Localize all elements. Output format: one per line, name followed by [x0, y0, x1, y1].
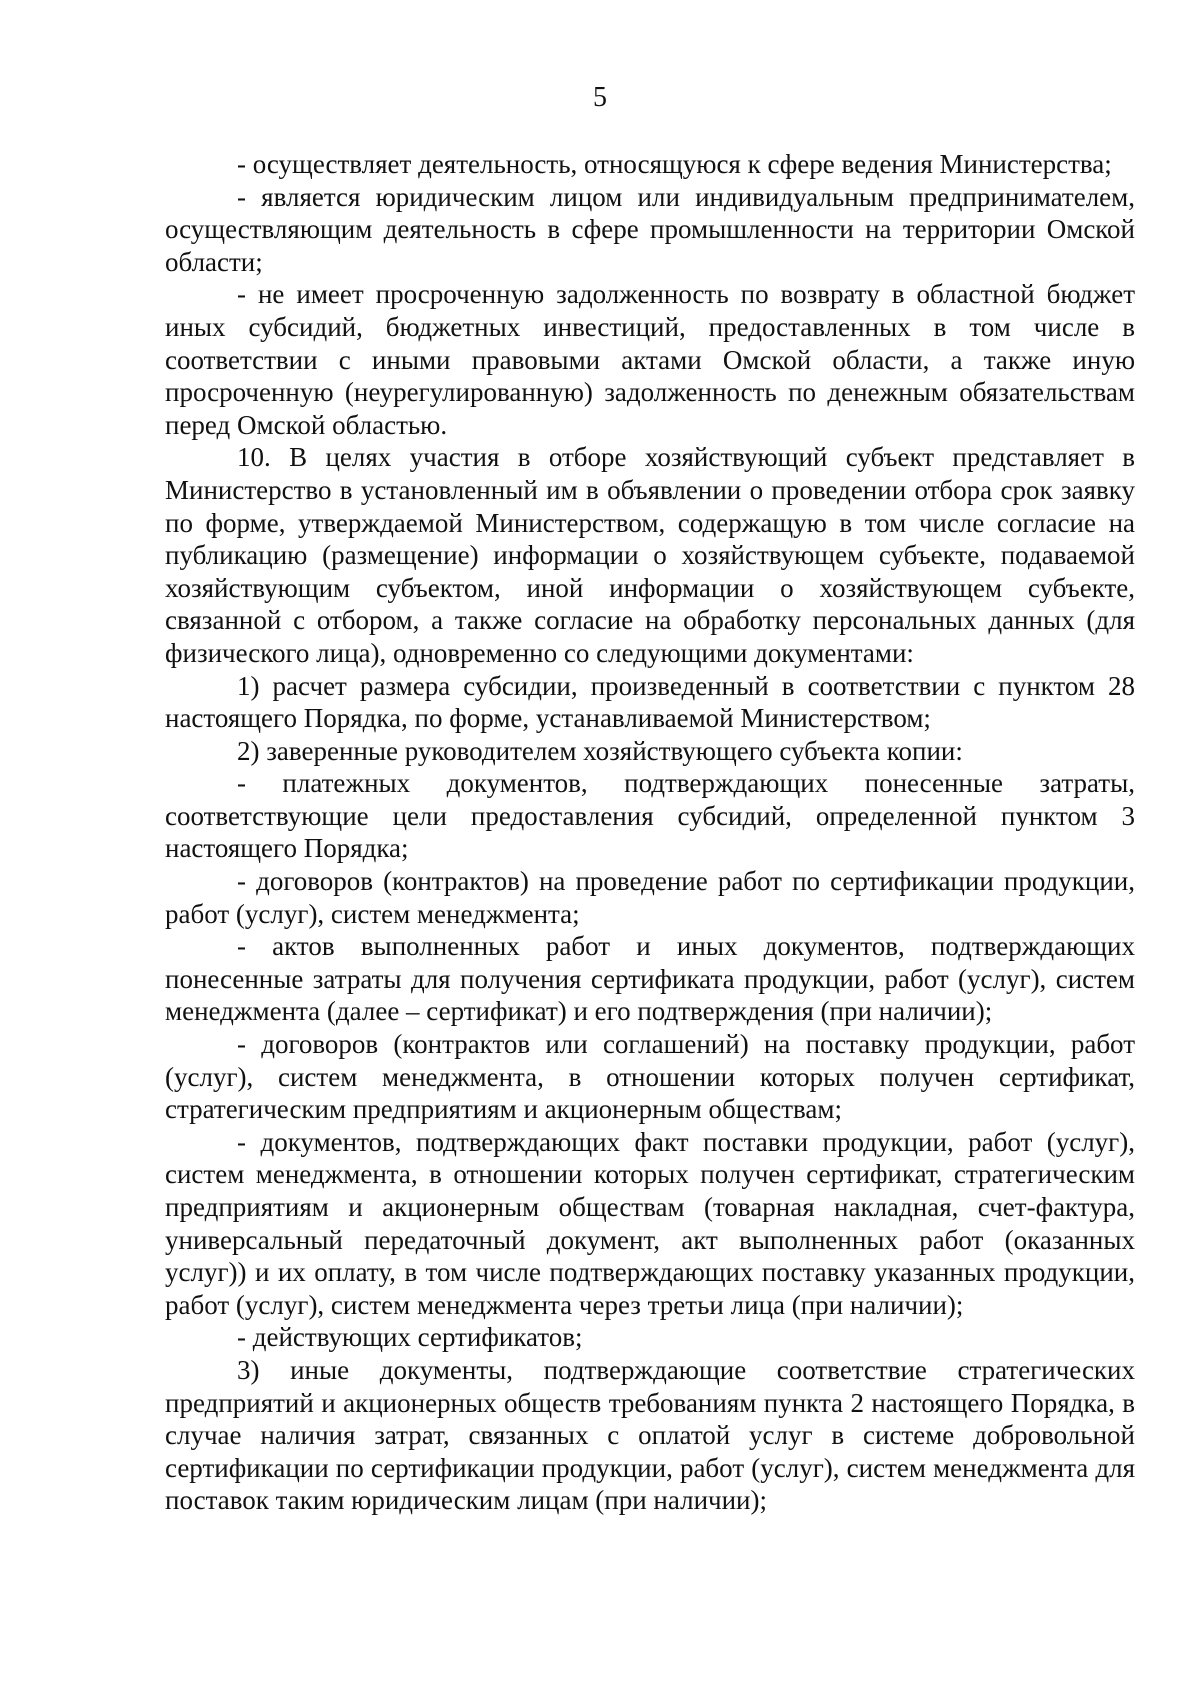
- paragraph: - платежных документов, подтверждающих понесенные затраты, соответствующие цели предоставления субсидий, определенной пунктом 3 настоящего Порядка;: [165, 768, 1135, 864]
- paragraph: 1) расчет размера субсидии, произведенный в соответствии с пунктом 28 настоящего Порядка, по форме, устанавливаемой Министерством;: [165, 670, 1135, 734]
- paragraph: - актов выполненных работ и иных документов, подтверждающих понесенные затраты для получения сертификата продукции, работ (услуг), систем менеджмента (далее – сертификат) и его подтверждения (при наличии);: [165, 931, 1135, 1027]
- paragraph: - не имеет просроченную задолженность по возврату в областной бюджет иных субсидий, бюджетных инвестиций, предоставленных в том числе в соответствии с иными правовыми актами Омской области, а также иную просроченную (неурегулированную) задолженность по денежным обязательствам перед Омской областью.: [165, 279, 1135, 440]
- paragraph: - является юридическим лицом или индивидуальным предпринимателем, осуществляющим деятельность в сфере промышленности на территории Омской области;: [165, 181, 1135, 277]
- paragraph: - действующих сертификатов;: [237, 1322, 583, 1353]
- paragraph: 2) заверенные руководителем хозяйствующего субъекта копии:: [237, 735, 963, 766]
- paragraph: - договоров (контрактов) на проведение работ по сертификации продукции, работ (услуг), систем менеджмента;: [165, 866, 1135, 929]
- paragraph: 3) иные документы, подтверждающие соответствие стратегических предприятий и акционерных обществ требованиям пункта 2 настоящего Порядка, в случае наличия затрат, связанных с оплатой услуг в системе добровольной сертификации по сертификации продукции, работ (услуг), систем менеджмента для поставок таким юридическим лицам (при наличии);: [165, 1354, 1135, 1516]
- document-body: [165, 148, 1135, 1517]
- paragraph: - осуществляет деятельность, относящуюся к сфере ведения Министерства;: [237, 149, 1112, 179]
- page-number: 5: [593, 82, 607, 113]
- paragraph: 10. В целях участия в отборе хозяйствующий субъект представляет в Министерство в установленный им в объявлении о проведении отбора срок заявку по форме, утверждаемой Министерством, содержащую в том числе согласие на публикацию (размещение) информации о хозяйствующем субъекте, подаваемой хозяйствующим субъектом, иной информации о хозяйствующем субъекте, связанной с отбором, а также согласие на обработку персональных данных (для физического лица), одновременно со следующими документами:: [165, 442, 1135, 668]
- paragraph: - договоров (контрактов или соглашений) на поставку продукции, работ (услуг), систем менеджмента, в отношении которых получен сертификат, стратегическим предприятиям и акционерным обществам;: [165, 1029, 1135, 1125]
- paragraph: - документов, подтверждающих факт поставки продукции, работ (услуг), систем менеджмента, в отношении которых получен сертификат, стратегическим предприятиям и акционерным обществам (товарная накладная, счет-фактура, универсальный передаточный документ, акт выполненных работ (оказанных услуг)) и их оплату, в том числе подтверждающих поставку указанных продукции, работ (услуг), систем менеджмента через третьи лица (при наличии);: [165, 1126, 1135, 1320]
